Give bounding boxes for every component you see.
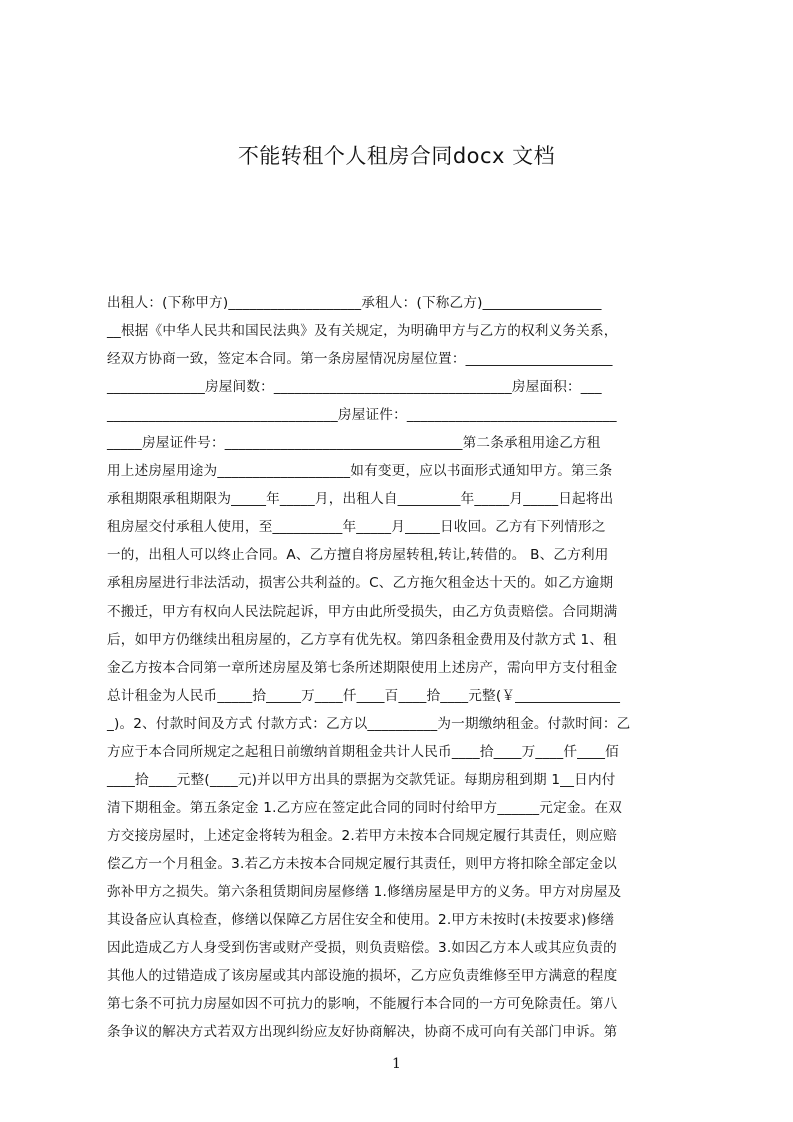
- body-line: 租房屋交付承租人使用，至__________年_____月_____日收回。乙方有下列情形之: [107, 519, 606, 536]
- body-line: 承租期限承租期限为_____年_____月，出租人自_________年_____月_____日起将出: [107, 491, 614, 508]
- body-line: ______________房屋间数：__________________________________房屋面积：___: [107, 379, 602, 396]
- body-line: 其他人的过错造成了该房屋或其内部设施的损坏，乙方应负责维修至甲方满意的程度: [107, 968, 618, 985]
- document-title: 不能转租个人租房合同docx 文档: [237, 144, 556, 168]
- body-line: 用上述房屋用途为___________________如有变更，应以书面形式通知甲方。第三条: [107, 463, 613, 480]
- body-line: _________________________________房屋证件：______________________________: [107, 407, 617, 424]
- body-line: 因此造成乙方人身受到伤害或财产受损，则负责赔偿。3.如因乙方本人或其应负责的: [107, 940, 617, 957]
- body-line: 不搬迁，甲方有权向人民法院起诉，甲方由此所受损失，由乙方负责赔偿。合同期满: [107, 603, 618, 620]
- body-line: 其设备应认真检查，修缮以保障乙方居住安全和使用。2.甲方未按时(未按要求)修缮: [107, 912, 615, 929]
- body-line: ____拾____元整(____元)并以甲方出具的票据为交款凭证。每期房租到期 1__日内付: [107, 771, 616, 788]
- body-line: 总计租金为人民币_____拾_____万____仟____百____拾____元整(￥_______________: [107, 687, 621, 704]
- body-line: 金乙方按本合同第一章所述房屋及第七条所述期限使用上述房产，需向甲方支付租金: [107, 659, 618, 676]
- body-line: 经双方协商一致，签定本合同。第一条房屋情况房屋位置：_____________________: [107, 351, 613, 368]
- body-line: 条争议的解决方式若双方出现纠纷应友好协商解决，协商不成可向有关部门申诉。第: [107, 1024, 618, 1041]
- body-line: 方应于本合同所规定之起租日前缴纳首期租金共计人民币____拾____万____仟____佰: [107, 743, 619, 760]
- body-line: _____房屋证件号：__________________________________第二条承租用途乙方租: [107, 435, 601, 452]
- body-line: 清下期租金。第五条定金 1.乙方应在签定此合同的同时付给甲方______元定金。在双: [107, 799, 623, 816]
- document-body: [107, 289, 697, 1041]
- body-line: 出租人：(下称甲方)___________________承租人：(下称乙方)_________________: [107, 295, 602, 311]
- body-line: 一的，出租人可以终止合同。A、乙方擅自将房屋转租,转让,转借的。 B、乙方利用: [107, 547, 609, 564]
- body-line: 第七条不可抗力房屋如因不可抗力的影响，不能履行本合同的一方可免除责任。第八: [107, 996, 618, 1013]
- body-line: 后，如甲方仍继续出租房屋的，乙方享有优先权。第四条租金费用及付款方式 1、租: [107, 631, 617, 648]
- body-line: 承租房屋进行非法活动，损害公共利益的。C、乙方拖欠租金达十天的。如乙方逾期: [107, 575, 614, 592]
- body-line: 方交接房屋时，上述定金将转为租金。2.若甲方未按本合同规定履行其责任，则应赔: [107, 827, 617, 844]
- body-line: 偿乙方一个月租金。3.若乙方未按本合同规定履行其责任，则甲方将扣除全部定金以: [107, 855, 617, 872]
- body-line: _)。2、付款时间及方式 付款方式：乙方以__________为一期缴纳租金。付款时间：乙: [107, 715, 631, 732]
- body-line: 弥补甲方之损失。第六条租赁期间房屋修缮 1.修缮房屋是甲方的义务。甲方对房屋及: [107, 883, 622, 900]
- page-number: 1: [392, 1056, 401, 1072]
- body-line: __根据《中华人民共和国民法典》及有关规定，为明确甲方与乙方的权利义务关系，: [107, 323, 618, 340]
